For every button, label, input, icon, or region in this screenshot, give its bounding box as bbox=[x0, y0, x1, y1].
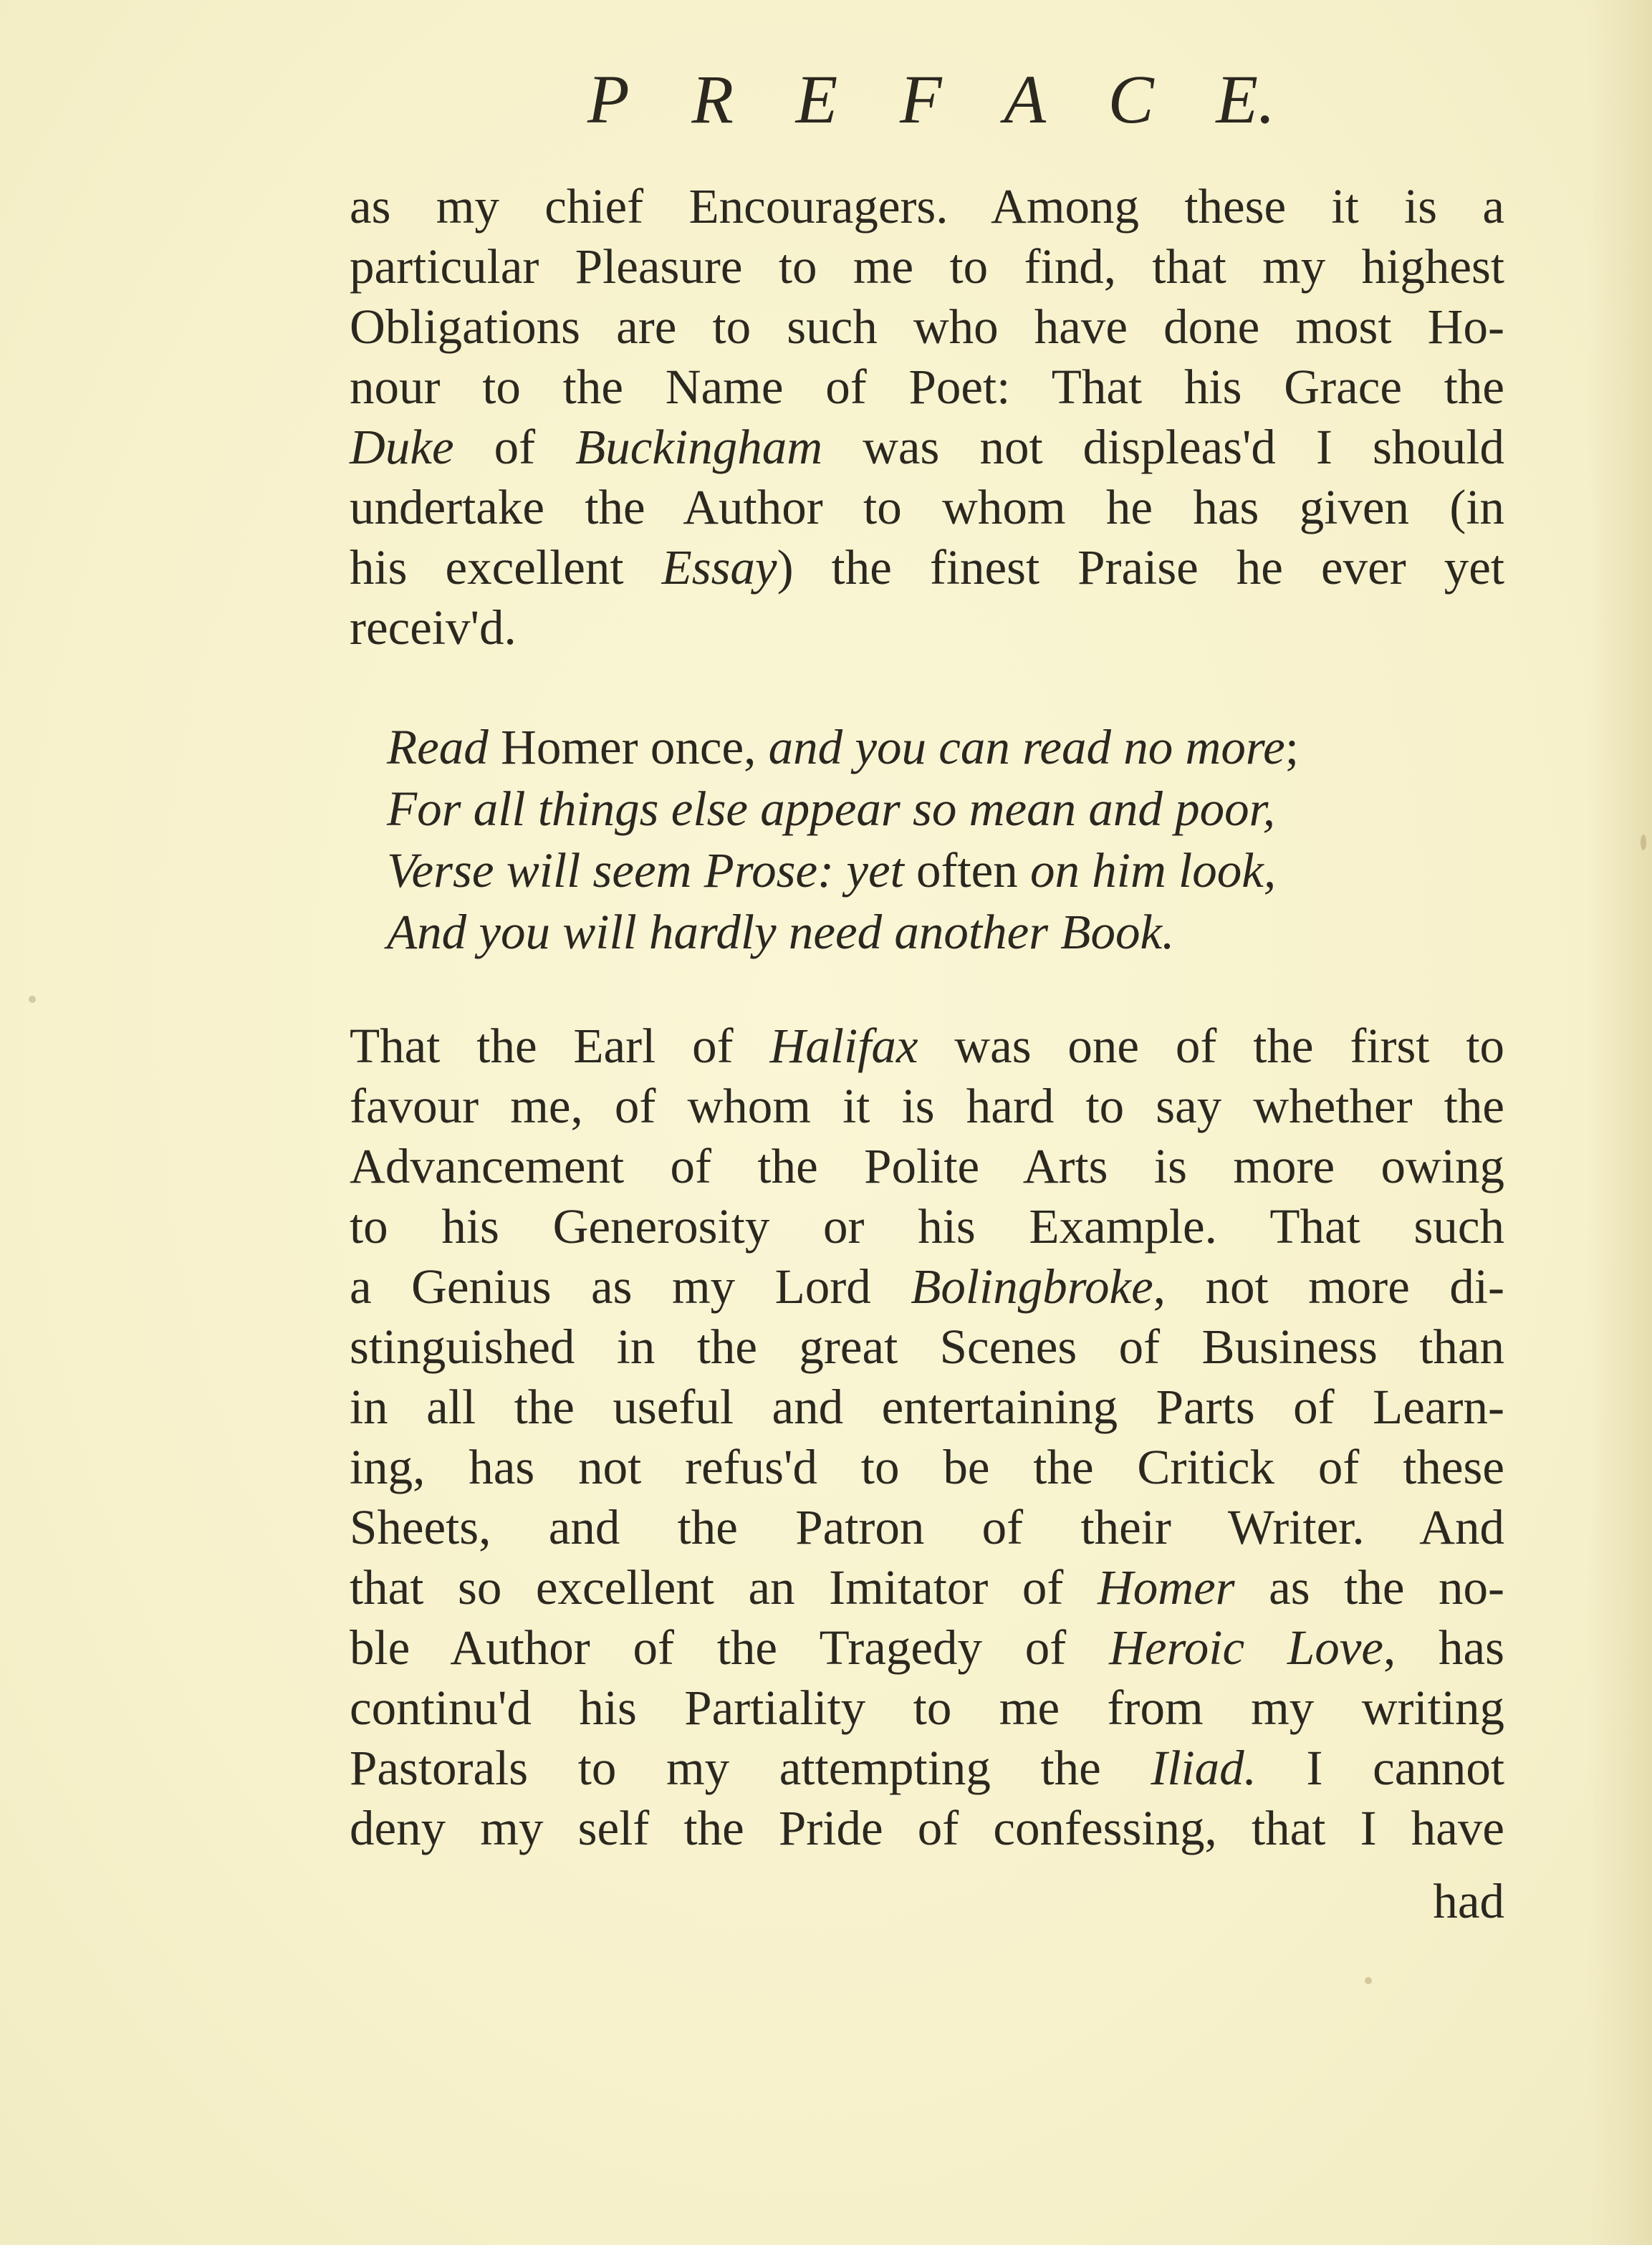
roman-text: That the Earl of bbox=[350, 1019, 770, 1073]
roman-text: ing, has not refus'd to be the Critick of these bbox=[350, 1440, 1504, 1494]
roman-text: his excellent bbox=[350, 540, 662, 595]
roman-text: Advancement of the Polite Arts is more owing bbox=[350, 1139, 1504, 1193]
roman-text: a Genius as my Lord bbox=[350, 1259, 911, 1314]
text-line bbox=[350, 597, 1504, 658]
text-line bbox=[350, 1136, 1504, 1196]
text-line bbox=[350, 537, 1504, 597]
text-line bbox=[350, 1317, 1504, 1377]
text-line bbox=[350, 1738, 1504, 1798]
italic-text: Duke bbox=[350, 420, 454, 474]
verse-line bbox=[387, 901, 1461, 963]
running-head-letter: P bbox=[587, 61, 630, 138]
roman-text: of bbox=[453, 420, 576, 474]
text-line bbox=[350, 1437, 1504, 1497]
text-line bbox=[350, 1256, 1504, 1317]
running-head-letter: E bbox=[795, 61, 838, 138]
catchword: had bbox=[1433, 1874, 1504, 1928]
text-line bbox=[350, 357, 1504, 417]
text-line bbox=[350, 1196, 1504, 1256]
roman-text: favour me, of whom it is hard to say whether the bbox=[350, 1079, 1504, 1133]
roman-text: ) the finest Praise he ever yet bbox=[777, 540, 1504, 595]
roman-text: that so excellent an Imitator of bbox=[350, 1560, 1098, 1615]
roman-text: , has bbox=[1383, 1620, 1505, 1675]
verse-line bbox=[387, 716, 1461, 778]
roman-text: ble Author of the Tragedy of bbox=[350, 1620, 1110, 1675]
text-line bbox=[350, 1497, 1504, 1557]
roman-text: Obligations are to such who have done most Ho- bbox=[350, 299, 1504, 354]
text-line bbox=[350, 176, 1504, 236]
verse-quotation bbox=[387, 716, 1461, 963]
roman-text: deny my self the Pride of confessing, that I have bbox=[350, 1801, 1504, 1855]
running-head bbox=[587, 60, 1275, 139]
roman-text: stinguished in the great Scenes of Business than bbox=[350, 1319, 1504, 1374]
italic-text: Buckingham bbox=[575, 420, 823, 474]
roman-text: I cannot bbox=[1256, 1741, 1504, 1795]
running-head-letter: R bbox=[691, 61, 734, 138]
text-line bbox=[350, 1617, 1504, 1678]
roman-text: in all the useful and entertaining Parts of Learn- bbox=[350, 1380, 1504, 1434]
running-head-letter: E. bbox=[1216, 61, 1275, 138]
italic-text: Verse will seem Prose: yet bbox=[387, 843, 904, 898]
roman-text: nour to the Name of Poet: That his Grace the bbox=[350, 360, 1504, 414]
italic-text: For all things else appear so mean and poor, bbox=[387, 782, 1276, 836]
paragraph-2 bbox=[350, 1016, 1504, 1858]
text-line bbox=[350, 297, 1504, 357]
roman-text: Pastorals to my attempting the bbox=[350, 1741, 1151, 1795]
roman-text: ; bbox=[1284, 720, 1299, 774]
italic-text: Iliad. bbox=[1151, 1741, 1257, 1795]
roman-text: Sheets, and the Patron of their Writer. And bbox=[350, 1500, 1504, 1554]
text-line bbox=[350, 236, 1504, 297]
verse-line bbox=[387, 840, 1461, 901]
roman-text: was not displeas'd I should bbox=[822, 420, 1504, 474]
text-line bbox=[350, 1076, 1504, 1136]
roman-text: , not more di- bbox=[1153, 1259, 1504, 1314]
verse-line bbox=[387, 778, 1461, 840]
italic-text: Halifax bbox=[769, 1019, 918, 1073]
paragraph-1 bbox=[350, 176, 1504, 658]
text-line bbox=[350, 1016, 1504, 1076]
running-head-letter: F bbox=[899, 61, 942, 138]
text-line bbox=[350, 417, 1504, 477]
text-line bbox=[350, 1557, 1504, 1617]
italic-text: Heroic Love bbox=[1109, 1620, 1384, 1675]
paper-speck bbox=[29, 996, 36, 1003]
roman-text: undertake the Author to whom he has given (in bbox=[350, 480, 1504, 534]
page-gutter-shadow bbox=[1588, 0, 1652, 2245]
paper-speck bbox=[1365, 1977, 1372, 1984]
text-line bbox=[350, 477, 1504, 537]
italic-text: Essay bbox=[661, 540, 777, 595]
text-line bbox=[350, 1678, 1504, 1738]
roman-text: to his Generosity or his Example. That such bbox=[350, 1199, 1504, 1254]
italic-text: Bolingbroke bbox=[911, 1259, 1153, 1314]
roman-text: receiv'd. bbox=[350, 600, 517, 655]
text-line bbox=[350, 1377, 1504, 1437]
running-head-letter: C bbox=[1108, 61, 1154, 138]
roman-text: as the no- bbox=[1234, 1560, 1504, 1615]
running-head-letter: A bbox=[1004, 61, 1046, 138]
italic-text: and you can read no more bbox=[768, 720, 1285, 774]
text-line bbox=[350, 1798, 1504, 1858]
roman-text: continu'd his Partiality to me from my writing bbox=[350, 1681, 1504, 1735]
italic-text: Homer bbox=[1097, 1560, 1235, 1615]
paper-speck bbox=[1641, 835, 1646, 850]
roman-text: as my chief Encouragers. Among these it is a bbox=[350, 179, 1504, 234]
italic-text: And you will hardly need another Book. bbox=[387, 905, 1175, 959]
italic-text: Read bbox=[387, 720, 489, 774]
italic-text: on him look, bbox=[1030, 843, 1277, 898]
roman-text: Homer once, bbox=[488, 720, 769, 774]
roman-text: was one of the first to bbox=[918, 1019, 1504, 1073]
roman-text: particular Pleasure to me to find, that my highest bbox=[350, 239, 1504, 294]
roman-text: often bbox=[903, 843, 1031, 898]
